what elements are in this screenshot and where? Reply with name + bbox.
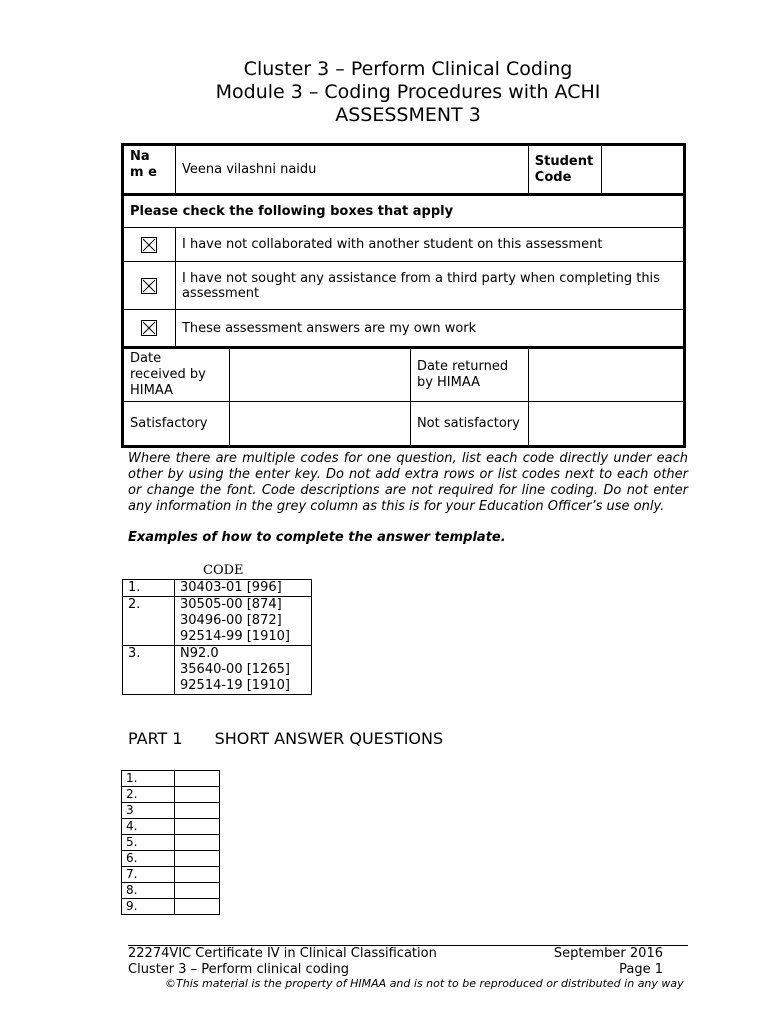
date-returned-field[interactable] xyxy=(528,348,684,402)
satisfactory-field[interactable] xyxy=(229,402,410,447)
name-label: Nam e xyxy=(123,145,176,195)
footer-date: September 2016 xyxy=(553,946,663,961)
checked-box-icon xyxy=(142,279,156,293)
answer-cell[interactable] xyxy=(175,899,220,915)
answer-cell[interactable] xyxy=(175,851,220,867)
answer-number: 8. xyxy=(122,883,175,899)
check-text: I have not sought any assistance from a third party when completing this assessment xyxy=(175,262,684,310)
part-heading xyxy=(128,729,443,748)
not-satisfactory-label: Not satisfactory xyxy=(410,402,528,447)
doc-title-assessment: ASSESSMENT 3 xyxy=(335,104,481,126)
page-footer xyxy=(128,945,688,978)
cover-sheet-table xyxy=(121,143,686,448)
date-received-label: Date received by HIMAA xyxy=(123,348,230,402)
answer-number: 2. xyxy=(122,787,175,803)
answer-cell[interactable] xyxy=(175,835,220,851)
table-row xyxy=(122,819,220,835)
row-codes: N92.0 35640-00 [1265] 92514-19 [1910] xyxy=(175,646,312,695)
student-code-field[interactable] xyxy=(601,145,684,195)
table-row xyxy=(122,835,220,851)
row-number: 1. xyxy=(123,580,175,597)
date-returned-label: Date returned by HIMAA xyxy=(410,348,528,402)
table-row xyxy=(122,787,220,803)
answer-cell[interactable] xyxy=(175,883,220,899)
row-number: 3. xyxy=(123,646,175,695)
answer-number: 7. xyxy=(122,867,175,883)
answer-number: 6. xyxy=(122,851,175,867)
answer-number: 5. xyxy=(122,835,175,851)
answer-cell[interactable] xyxy=(175,803,220,819)
table-row xyxy=(123,580,312,597)
footer-cluster: Cluster 3 – Perform clinical coding xyxy=(128,962,350,977)
row-number: 2. xyxy=(123,597,175,646)
answer-cell[interactable] xyxy=(175,787,220,803)
answer-table xyxy=(121,770,220,915)
check-text: I have not collaborated with another student on this assessment xyxy=(175,228,684,262)
table-row xyxy=(123,597,312,646)
answer-number: 9. xyxy=(122,899,175,915)
table-row xyxy=(122,883,220,899)
check-heading: Please check the following boxes that apply xyxy=(123,195,685,228)
instructions-paragraph: Where there are multiple codes for one question, list each code directly under each other by using the enter key. Do not add extra rows or list codes next to each other or change the font. Code descriptions are not required for line coding. Do not enter any information in the grey column as this is for your Education Officer’s use only. xyxy=(128,451,688,514)
doc-title-module: Module 3 – Coding Procedures with ACHI xyxy=(215,81,601,103)
example-answer-table xyxy=(122,579,312,695)
answer-number: 3 xyxy=(122,803,175,819)
check-text: These assessment answers are my own work xyxy=(175,310,684,348)
name-field[interactable]: Veena vilashni naidu xyxy=(175,145,528,195)
answer-cell[interactable] xyxy=(175,819,220,835)
student-code-label: Student Code xyxy=(528,145,601,195)
answer-number: 1. xyxy=(122,771,175,787)
table-row xyxy=(122,771,220,787)
doc-title-cluster: Cluster 3 – Perform Clinical Coding xyxy=(243,58,573,80)
examples-heading: Examples of how to complete the answer template. xyxy=(128,530,506,545)
part-title: SHORT ANSWER QUESTIONS xyxy=(214,729,444,748)
table-row xyxy=(122,867,220,883)
answer-cell[interactable] xyxy=(175,771,220,787)
part-label: PART 1 xyxy=(128,729,183,748)
checkbox-no-assistance[interactable] xyxy=(123,262,176,310)
footer-course: 22274VIC Certificate IV in Clinical Classification xyxy=(128,946,437,961)
checked-box-icon xyxy=(142,321,156,335)
table-row xyxy=(122,803,220,819)
table-row xyxy=(122,899,220,915)
code-column-header: CODE xyxy=(203,563,244,578)
date-received-field[interactable] xyxy=(229,348,410,402)
answer-number: 4. xyxy=(122,819,175,835)
satisfactory-label: Satisfactory xyxy=(123,402,230,447)
checked-box-icon xyxy=(142,238,156,252)
checkbox-no-collaboration[interactable] xyxy=(123,228,176,262)
row-codes: 30505-00 [874] 30496-00 [872] 92514-99 [1910] xyxy=(175,597,312,646)
footer-copyright: ©This material is the property of HIMAA and is not to be reproduced or distributed in any way xyxy=(165,977,684,990)
table-row xyxy=(123,646,312,695)
checkbox-own-work[interactable] xyxy=(123,310,176,348)
table-row xyxy=(122,851,220,867)
footer-page-number: Page 1 xyxy=(619,962,663,977)
row-codes: 30403-01 [996] xyxy=(175,580,312,597)
not-satisfactory-field[interactable] xyxy=(528,402,684,447)
answer-cell[interactable] xyxy=(175,867,220,883)
